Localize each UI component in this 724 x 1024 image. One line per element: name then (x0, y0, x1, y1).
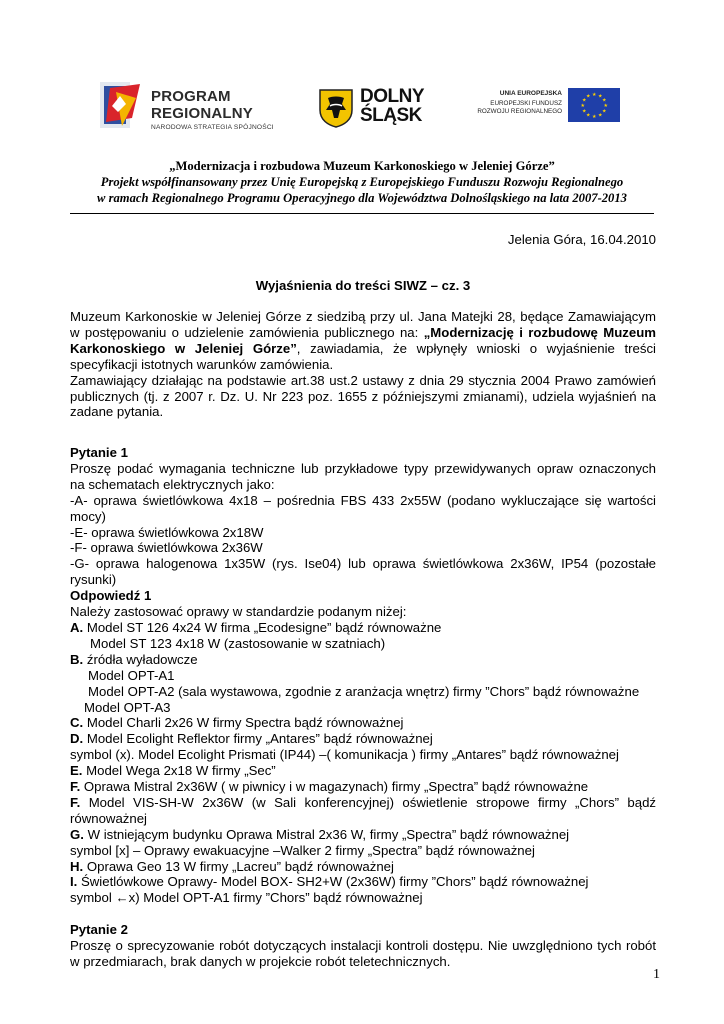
eu-logo (466, 88, 626, 128)
item-label: E. (70, 763, 83, 779)
intro-line (70, 341, 656, 357)
program-regionalny-logo (96, 78, 286, 140)
document-date: Jelenia Góra, 16.04.2010 (507, 232, 656, 247)
item-label: H. (70, 858, 84, 874)
coat-of-arms-icon (318, 88, 354, 128)
item-text: Oprawa Mistral 2x36W ( w piwnicy i w magazynach) firmy „Spectra” bądź równoważne (80, 779, 589, 795)
intro-text: w postępowaniu o udzielenie zamówienia publicznego na: (70, 324, 424, 340)
item-label: C. (70, 715, 84, 731)
intro-line: Muzeum Karkonoskie w Jeleniej Górze z siedzibą przy ul. Jana Matejki 28, będące Zamawiającym (70, 309, 656, 324)
item-label: B. (70, 651, 84, 667)
svg-text:★: ★ (602, 108, 607, 115)
question-line: rysunki) (70, 572, 117, 588)
intro-bold-title: „Modernizację i rozbudowę Muzeum (423, 324, 656, 340)
spacer (70, 906, 656, 922)
intro-line: zadane pytania. (70, 404, 164, 420)
efrr-label-1: EUROPEJSKI FUNDUSZ (490, 100, 562, 107)
item-text: W istniejącym budynku Oprawa Mistral 2x36 W, firmy „Spectra” bądź równoważnej (83, 826, 570, 842)
answer-line (70, 715, 656, 731)
header-logos (96, 78, 626, 140)
answer-line: Należy zastosować oprawy w standardzie podanym niżej: (70, 604, 407, 620)
project-program: w ramach Regionalnego Programu Operacyjnego dla Województwa Dolnośląskiego na lata 2007-2013 (97, 191, 627, 205)
item-text: źródła wyładowcze (83, 651, 198, 667)
answer-line: Model ST 123 4x18 W (zastosowanie w szatniach) (90, 635, 386, 651)
page-number: 1 (653, 967, 660, 982)
svg-text:★: ★ (602, 97, 607, 104)
answer-line: Model OPT-A3 (84, 699, 171, 715)
question-line: mocy) (70, 508, 106, 524)
item-text: Model Ecolight Reflektor firmy „Antares” bądź równoważnej (83, 731, 433, 747)
dolny-label: DOLNY (360, 86, 424, 107)
item-text: Oprawa Geo 13 W firmy „Lacreu” bądź równoważnej (83, 858, 394, 874)
intro-line: publicznych (tj. z 2007 r. Dz. U. Nr 223 poz. 1655 z późniejszymi zmianami), udziela wyjaśnień na (70, 388, 656, 404)
question-line: Proszę o sprecyzowanie robót dotyczących instalacji kontroli dostępu. Nie uwzględniono tych robót (70, 938, 656, 954)
intro-bold-title: Karkonoskiego w Jeleniej Górze” (70, 340, 297, 356)
answer-line (70, 652, 656, 668)
question-line: na schematach elektrycznych jako: (70, 476, 275, 492)
project-title: „Modernizacja i rozbudowa Muzeum Karkonoskiego w Jeleniej Górze” (169, 159, 555, 173)
item-text: Model VIS-SH-W 2x36W (w Sali konferencyjnej) oświetlenie stropowe firmy „Chors” bądź (80, 794, 656, 810)
svg-text:★: ★ (603, 103, 608, 109)
document-subject: Wyjaśnienia do treści SIWZ – cz. 3 (255, 278, 471, 293)
answer-line: symbol (x). Model Ecolight Prismati (IP44) –( komunikacja ) firmy „Antares” bądź równoważnej (70, 747, 619, 763)
item-label: F. (70, 779, 81, 795)
question-line: -A- oprawa świetlówkowa 4x18 – pośrednia FBS 433 2x55W (podano wykluczające się wartości (70, 492, 656, 508)
answer-line: Model OPT-A2 (sala wystawowa, zgodnie z aranżacja wnętrz) firmy ”Chors” bądź równoważne (88, 683, 640, 699)
answer-line (70, 731, 656, 747)
svg-text:★: ★ (580, 103, 585, 109)
svg-text:★: ★ (586, 93, 591, 100)
project-header (70, 158, 654, 206)
item-label: A. (70, 619, 84, 635)
project-cofinancing: Projekt współfinansowany przez Unię Europejską z Europejskiego Funduszu Rozwoju Regionalnego (100, 175, 624, 189)
item-text: Świetlówkowe Oprawy- Model BOX- SH2+W (2x36W) firmy ”Chors” bądź równoważnej (77, 874, 589, 890)
svg-text:★: ★ (598, 112, 603, 119)
item-label: I. (70, 874, 78, 890)
svg-text:★: ★ (582, 97, 587, 104)
answer-line: Model OPT-A1 (88, 667, 175, 683)
intro-line: specyfikacji istotnych warunków zamówienia. (70, 356, 334, 372)
answer-line (70, 859, 656, 875)
question-line: -E- oprawa świetlówkowa 2x18W (70, 524, 264, 540)
question-line: -F- oprawa świetlówkowa 2x36W (70, 540, 263, 556)
intro-line (70, 325, 656, 341)
item-text: Model Wega 2x18 W firmy „Sec” (82, 763, 276, 779)
svg-text:★: ★ (592, 114, 597, 120)
answer-line (70, 827, 656, 843)
question-2-heading: Pytanie 2 (70, 922, 128, 938)
answer-line (70, 795, 656, 811)
efrr-label-2: ROZWOJU REGIONALNEGO (477, 108, 562, 115)
item-label: F. (70, 794, 81, 810)
regionalny-label: REGIONALNY (151, 105, 254, 122)
svg-text:★: ★ (586, 112, 591, 119)
question-line: Proszę podać wymagania techniczne lub przykładowe typy przewidywanych opraw oznaczonych (70, 460, 656, 476)
intro-paragraph (70, 309, 656, 420)
header-underline (70, 213, 654, 214)
intro-line: Zamawiający działając na podstawie art.38 ust.2 ustawy z dnia 29 stycznia 2004 Prawo zamówień (70, 372, 656, 388)
question-1-heading: Pytanie 1 (70, 445, 128, 460)
answer-line (70, 874, 656, 890)
item-text: Model Charli 2x26 W firmy Spectra bądź równoważnej (83, 715, 404, 731)
item-label: D. (70, 731, 84, 747)
item-label: G. (70, 826, 84, 842)
dolny-slask-logo (318, 86, 438, 134)
questions-section (70, 445, 656, 970)
answer-line (70, 620, 656, 636)
svg-text:★: ★ (598, 93, 603, 100)
answer-1-heading: Odpowiedź 1 (70, 588, 152, 604)
answer-line: równoważnej (70, 810, 147, 826)
program-label: PROGRAM (151, 88, 231, 105)
answer-line: symbol ←x) Model OPT-A1 firmy ”Chors” bądź równoważnej (70, 890, 423, 906)
slask-label: ŚLĄSK (360, 105, 422, 126)
eu-flag-icon (568, 88, 620, 122)
svg-text:★: ★ (592, 92, 597, 98)
answer-line (70, 779, 656, 795)
question-line: w przedmiarach, brak danych w projekcie robót teletechnicznych. (70, 953, 451, 969)
answer-line: symbol [x] – Oprawy ewakuacyjne –Walker 2 firmy „Spectra” bądź równoważnej (70, 842, 535, 858)
nss-label: NARODOWA STRATEGIA SPÓJNOŚCI (151, 124, 274, 131)
program-regionalny-emblem-icon (96, 78, 148, 136)
item-text: Model ST 126 4x24 W firma „Ecodesigne” bądź równoważne (83, 619, 442, 635)
svg-text:★: ★ (582, 108, 587, 115)
answer-line (70, 763, 656, 779)
intro-text: , zawiadamia, że wpłynęły wnioski o wyjaśnienie treści (296, 340, 656, 356)
question-line: -G- oprawa halogenowa 1x35W (rys. Ise04) lub oprawa świetlówkowa 2x36W, IP54 (pozostałe (70, 556, 656, 572)
eu-label: UNIA EUROPEJSKA (499, 90, 562, 97)
